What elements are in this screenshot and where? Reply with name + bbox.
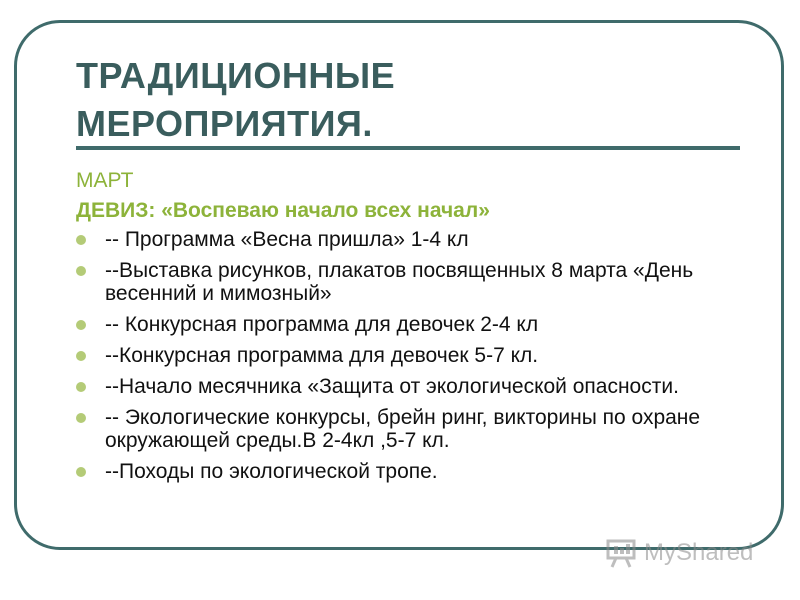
motto-line: ДЕВИЗ: «Воспеваю начало всех начал» [76, 199, 490, 222]
list-item [76, 460, 736, 483]
bullet-icon [76, 413, 86, 423]
bullet-icon [76, 467, 86, 477]
bullet-icon [76, 351, 86, 361]
list-item [76, 228, 736, 251]
bullet-icon [76, 266, 86, 276]
list-item-text: --Конкурсная программа для девочек 5-7 кл. [105, 344, 539, 367]
slide-content [76, 166, 736, 491]
watermark-text: MyShared [644, 539, 754, 566]
bullet-icon [76, 235, 86, 245]
list-item [76, 375, 736, 398]
list-item [76, 313, 736, 336]
bullet-icon [76, 382, 86, 392]
list-item [76, 406, 736, 452]
presentation-board-icon [606, 538, 638, 568]
list-item-text: --Походы по экологической тропе. [105, 460, 438, 483]
title-line-2: МЕРОПРИЯТИЯ. [76, 103, 373, 144]
list-item [76, 344, 736, 367]
event-list [76, 228, 736, 483]
slide-title [76, 52, 395, 148]
list-item-text: --Выставка рисунков, плакатов посвященных 8 марта «День весенний и мимозный» [105, 259, 694, 305]
list-item-text: -- Экологические конкурсы, брейн ринг, викторины по охране окружающей среды.В 2-4кл ,5-7 кл. [105, 406, 701, 452]
watermark [606, 538, 753, 568]
title-line-1: ТРАДИЦИОННЫЕ [76, 55, 396, 96]
month-heading: МАРТ [76, 169, 134, 192]
list-item-text: -- Конкурсная программа для девочек 2-4 кл [105, 313, 539, 336]
list-item-text: --Начало месячника «Защита от экологической опасности. [105, 375, 679, 398]
list-item-text: -- Программа «Весна пришла» 1-4 кл [105, 228, 469, 251]
list-item [76, 259, 736, 305]
title-divider [76, 146, 740, 150]
bullet-icon [76, 320, 86, 330]
